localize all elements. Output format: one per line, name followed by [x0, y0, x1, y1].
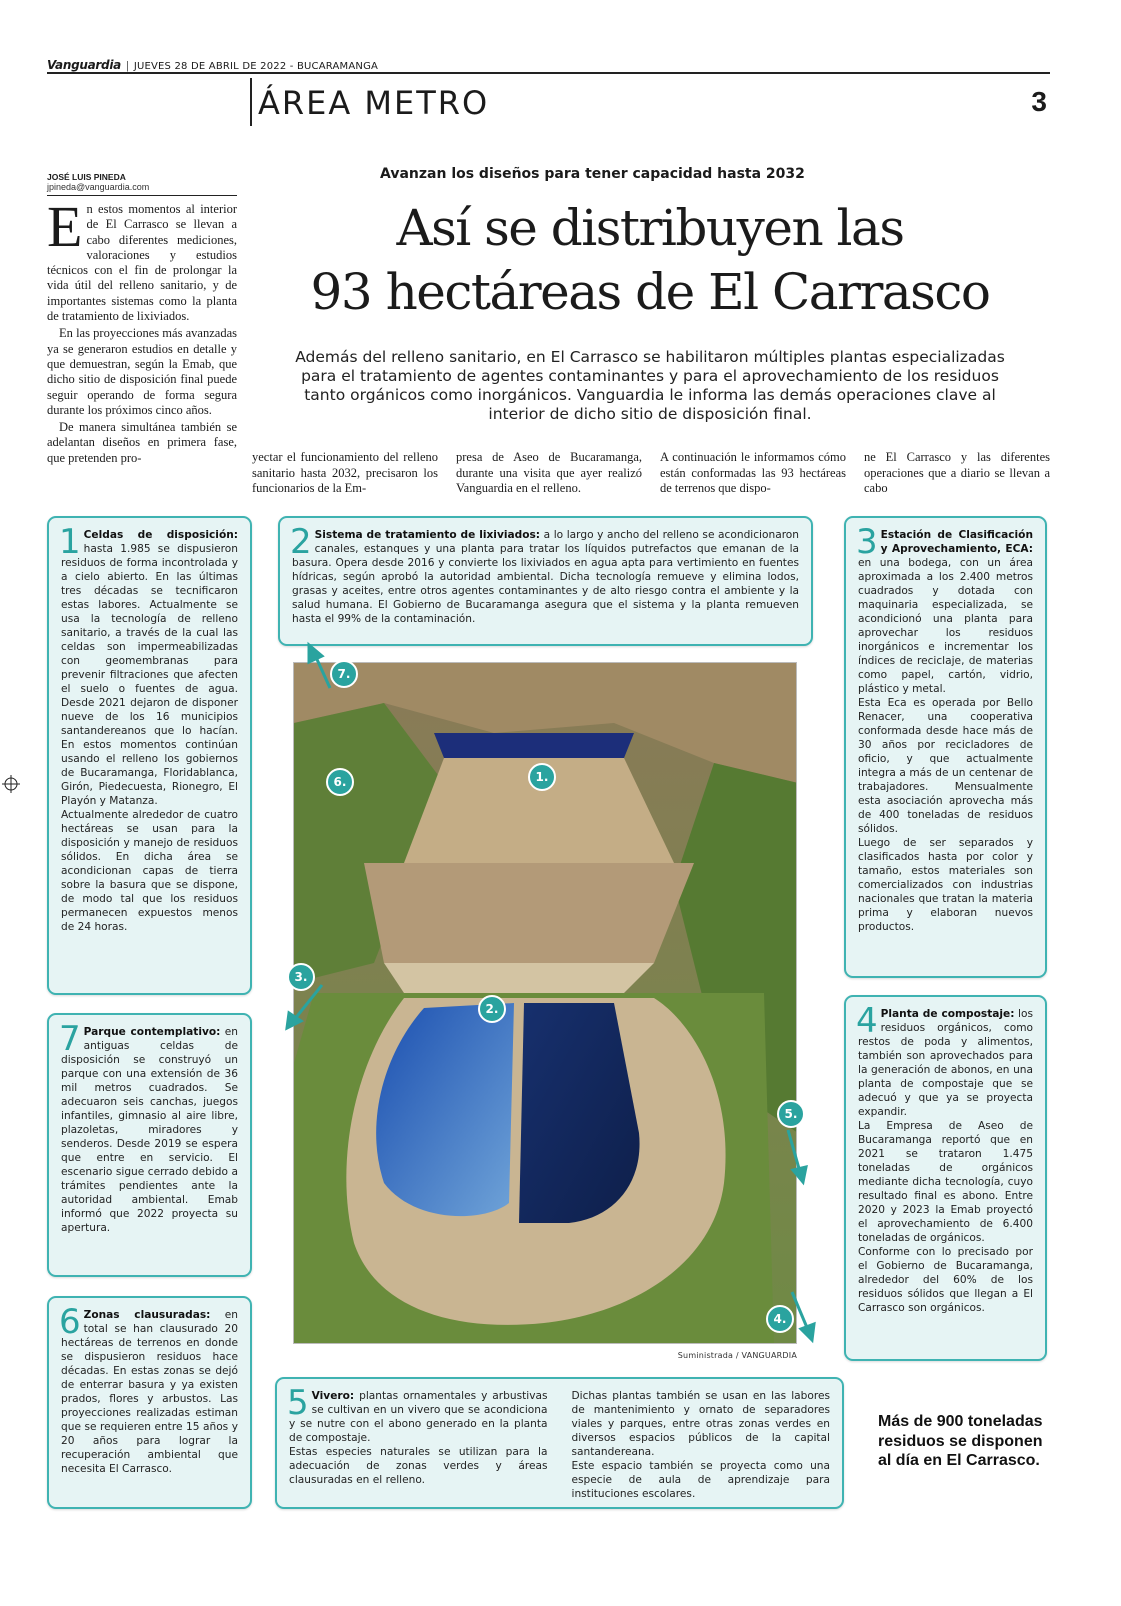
- drop-cap: E: [47, 194, 83, 259]
- box-1-title: Celdas de disposición:: [83, 529, 238, 541]
- box-4-text-2: La Empresa de Aseo de Bucaramanga reportó que en 2021 se trataron 1.475 toneladas de orgánicos mediante dicha tecnología, cuyo resultado final es abono. Entre 2020 y 2023 la Emab proyectó el aprovechamiento de 6.400 toneladas de orgánicos.: [858, 1120, 1033, 1244]
- dateline: JUEVES 28 DE ABRIL DE 2022 - BUCARAMANGA: [133, 61, 379, 72]
- photo-marker-3: 3.: [287, 963, 315, 991]
- box-3-title: Estación de Clasificación y Aprovechamiento, ECA:: [880, 529, 1033, 555]
- brand-logo: Vanguardia: [47, 58, 121, 72]
- deck: Además del relleno sanitario, en El Carrasco se habilitaron múltiples plantas especializadas para el tratamiento de agentes contaminantes y para el aprovechamiento de los residuos tanto orgánicos como inorgánicos. Vanguardia le informa las demás operaciones clave al interior de dicho sitio de disposición final.: [295, 348, 1005, 423]
- box-2-text: a lo largo y ancho del relleno se acondicionaron canales, estanques y una planta para tratar los líquidos putrefactos que emanan de la basura. Opera desde 2016 y convierte los lixiviados en agua apta para vertimiento en fuentes hídricas, según aprobó la autoridad ambiental. Dicha tecnología remueve y elimina lodos, grasas y aceites, entre otros agentes contaminantes y de alto riesgo contra el ambiente y la salud humana. El Gobierno de Bucaramanga asegura que el sistema y la planta remueven hasta el 99% de la contaminación.: [292, 529, 800, 625]
- arrow-5-head: [793, 1167, 806, 1182]
- masthead-separator: |: [125, 60, 129, 72]
- headline-line-1: Así se distribuyen las: [396, 199, 904, 257]
- arrow-4-head: [801, 1324, 814, 1340]
- body-column: yectar el funcionamiento del relleno sanitario hasta 2032, precisaron los funcionarios de la Em-: [252, 450, 438, 495]
- photo-marker-2: 2.: [478, 995, 506, 1023]
- box-6-text: en total se han clausurado 20 hectáreas de terrenos en donde se dispusieron residuos hace décadas. En estas zonas se dejó de enterrar basura y ya existen prados, flores y arbustos. Las proyecciones realizadas estiman que se requieren entre 15 años y 20 años para lograr la recuperación ambiental que necesita El Carrasco.: [61, 1309, 238, 1475]
- arrow-4: [792, 1292, 808, 1330]
- box-5-title: Vivero:: [311, 1390, 355, 1402]
- photo-marker-6: 6.: [326, 768, 354, 796]
- arrow-7: [315, 655, 330, 688]
- photo-marker-7: 7.: [330, 660, 358, 688]
- box-4-number: 4: [856, 1001, 878, 1041]
- box-7-number: 7: [59, 1019, 81, 1059]
- box-6-title: Zonas clausuradas:: [83, 1309, 211, 1321]
- section-title: ÁREA METRO: [258, 84, 490, 122]
- box-5-number: 5: [287, 1383, 309, 1423]
- lead-paragraph-3: De manera simultánea también se adelantan diseños en primera fase, que pretenden pro-: [47, 420, 237, 465]
- arrow-5: [788, 1130, 800, 1172]
- page-number: 3: [1031, 86, 1047, 117]
- lead-paragraph-2: En las proyecciones más avanzadas ya se generaron estudios en detalle y que demuestran, según la Emab, que dicho sitio de disposición final puede seguir operando de forma segura durante los próximos cinco años.: [47, 326, 237, 417]
- box-7-title: Parque contemplativo:: [83, 1026, 221, 1038]
- box-7-text: en antiguas celdas de disposición se construyó un parque con una extensión de 36 mil metros cuadrados. Se adecuaron seis canchas, juegos infantiles, gimnasio al aire libre, plazoletas, miradores y senderos. Desde 2019 se espera que entre en servicio. El escenario sigue cerrado debido a trámites pendientes ante la autoridad ambiental. Emab informó que 2022 proyecta su apertura.: [61, 1026, 238, 1234]
- box-3-text-3: Luego de ser separados y clasificados hasta por color y tamaño, estos materiales son comercializados con industrias nacionales que tratan la materia prima y elaboran nuevos productos.: [858, 837, 1033, 933]
- kicker: Avanzan los diseños para tener capacidad hasta 2032: [380, 166, 805, 182]
- lead-text-1: n estos momentos al interior de El Carrasco se llevan a cabo diferentes mediciones, valoraciones y estudios técnicos con el fin de prolongar la vida útil del relleno sanitario, y de importantes sistemas como la planta de tratamiento de lixiviados.: [47, 202, 237, 324]
- box-2-number: 2: [290, 522, 312, 562]
- box-1-number: 1: [59, 522, 81, 562]
- byline-email: jpineda@vanguardia.com: [47, 182, 150, 192]
- body-column: presa de Aseo de Bucaramanga, durante una visita que ayer realizó Vanguardia en el relleno.: [456, 450, 642, 495]
- photo-marker-4: 4.: [766, 1305, 794, 1333]
- box-5-text-4: Este espacio también se proyecta como una especie de aula de aprendizaje para instituciones escolares.: [571, 1460, 830, 1500]
- arrow-7-head: [309, 645, 322, 662]
- headline-line-2: 93 hectáreas de El Carrasco: [310, 263, 990, 321]
- box-5-text-2: Estas especies naturales se utilizan para la adecuación de zonas verdes y áreas clausuradas en el relleno.: [289, 1446, 548, 1486]
- body-column: ne El Carrasco y las diferentes operaciones que a diario se llevan a cabo: [864, 450, 1050, 495]
- byline-author: JOSÉ LUIS PINEDA: [47, 172, 126, 182]
- box-4-text: los residuos orgánicos, como restos de poda y alimentos, también son aprovechados para la generación de abonos, en una planta de compostaje que se adecuó y que ya se proyecta expandir.: [858, 1008, 1033, 1118]
- photo-marker-1: 1.: [528, 763, 556, 791]
- box-5-text-3: Dichas plantas también se usan en las labores de mantenimiento y ornato de separadores viales y parques, entre otras zonas verdes en diversos espacios públicos de la capital santandereana.: [571, 1390, 830, 1458]
- pull-quote: Más de 900 toneladas residuos se disponen al día en El Carrasco.: [878, 1413, 1043, 1469]
- box-2-title: Sistema de tratamiento de lixiviados:: [314, 529, 541, 541]
- box-3-text-2: Esta Eca es operada por Bello Renacer, una cooperativa conformada desde hace más de 30 años por recicladores de oficio, y que actualmente integra a más de un centenar de trabajadores. Mensualmente esta asociación aprovecha más de 400 toneladas de residuos sólidos.: [858, 697, 1033, 835]
- box-4-text-3: Conforme con lo precisado por el Gobierno de Bucaramanga, alrededor del 60% de los residuos sólidos que llegan a El Carrasco son orgánicos.: [858, 1246, 1033, 1314]
- box-4-title: Planta de compostaje:: [880, 1008, 1015, 1020]
- body-column: A continuación le informamos cómo están conformadas las 93 hectáreas de terrenos que dispo-: [660, 450, 846, 495]
- box-3-number: 3: [856, 522, 878, 562]
- arrow-3: [294, 985, 322, 1020]
- box-1-text: hasta 1.985 se dispusieron residuos de forma incontrolada y a cielo abierto. En las últimas tres décadas se tecnificaron estas labores. Actualmente se usa la tecnología de relleno sanitario, a través de la cual las celdas son impermeabilizadas con geomembranas para prevenir filtraciones que afecten el suelo o fuentes de agua. Desde 2021 dejaron de disponer nueve de los 16 municipios santandereanos que lo hacían. En estos momentos continúan usando el relleno los gobiernos de Bucaramanga, Floridablanca, Girón, Piedecuesta, Rionegro, El Playón y Matanza.: [61, 543, 238, 807]
- box-3-text: en una bodega, con un área aproximada a los 2.400 metros cuadrados y dotada con maquinaria especializada, se acondicionó una planta para aprovechar los residuos inorgánicos e incrementar los índices de reciclaje, de materias como papel, cartón, vidrio, plástico y metal.: [858, 557, 1033, 695]
- box-5-text: plantas ornamentales y arbustivas se cultivan en un vivero que se acondiciona y se nutre con el abono generado en la planta de compostaje.: [289, 1390, 548, 1444]
- photo-marker-5: 5.: [777, 1100, 805, 1128]
- box-6-number: 6: [59, 1302, 81, 1342]
- photo-credit: Suministrada / VANGUARDIA: [677, 1351, 797, 1360]
- box-1-text-2: Actualmente alrededor de cuatro hectáreas se usan para la disposición y manejo de residuos sólidos. En dicha área se acondicionan capas de tierra sobre la basura que se dispone, de modo tal que los residuos permanecen expuestos menos de 24 horas.: [61, 809, 238, 933]
- registration-mark-icon: [2, 775, 20, 793]
